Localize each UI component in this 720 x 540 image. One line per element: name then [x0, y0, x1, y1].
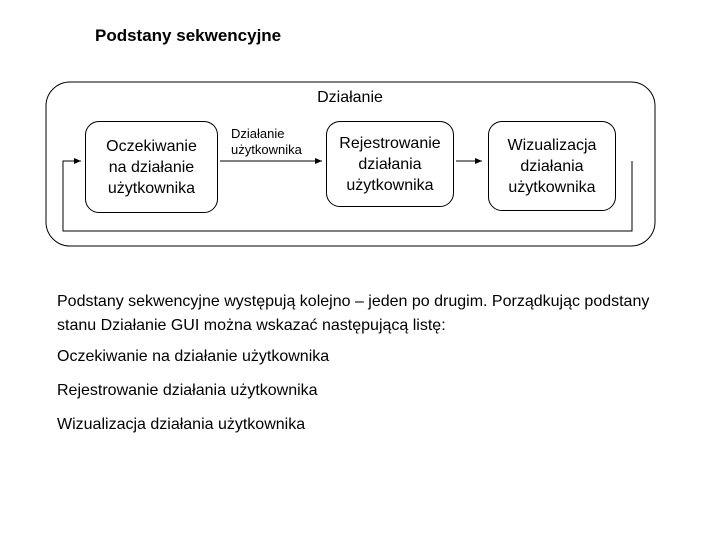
list-item: Wizualizacja działania użytkownika: [57, 416, 306, 433]
event-label: Działanie użytkownika: [231, 126, 302, 157]
state-registering-label: Rejestrowanie działania użytkownika: [339, 134, 441, 194]
list-item: Oczekiwanie na działanie użytkownika: [57, 348, 330, 365]
outer-state-label: Działanie: [317, 89, 383, 106]
state-visualizing: [488, 121, 616, 211]
substate-list: [57, 345, 329, 447]
state-registering: [326, 121, 454, 207]
slide-title: Podstany sekwencyjne: [95, 26, 282, 45]
state-waiting-label: Oczekiwanie na działanie użytkownika: [106, 137, 197, 197]
description-text: Podstany sekwencyjne występują kolejno – jeden po drugim. Porządkując podstany stanu Działanie GUI można wskazać następującą listę:: [57, 293, 650, 334]
state-visualizing-label: Wizualizacja działania użytkownika: [507, 136, 597, 196]
state-waiting: [85, 121, 218, 213]
list-item: Rejestrowanie działania użytkownika: [57, 382, 318, 399]
